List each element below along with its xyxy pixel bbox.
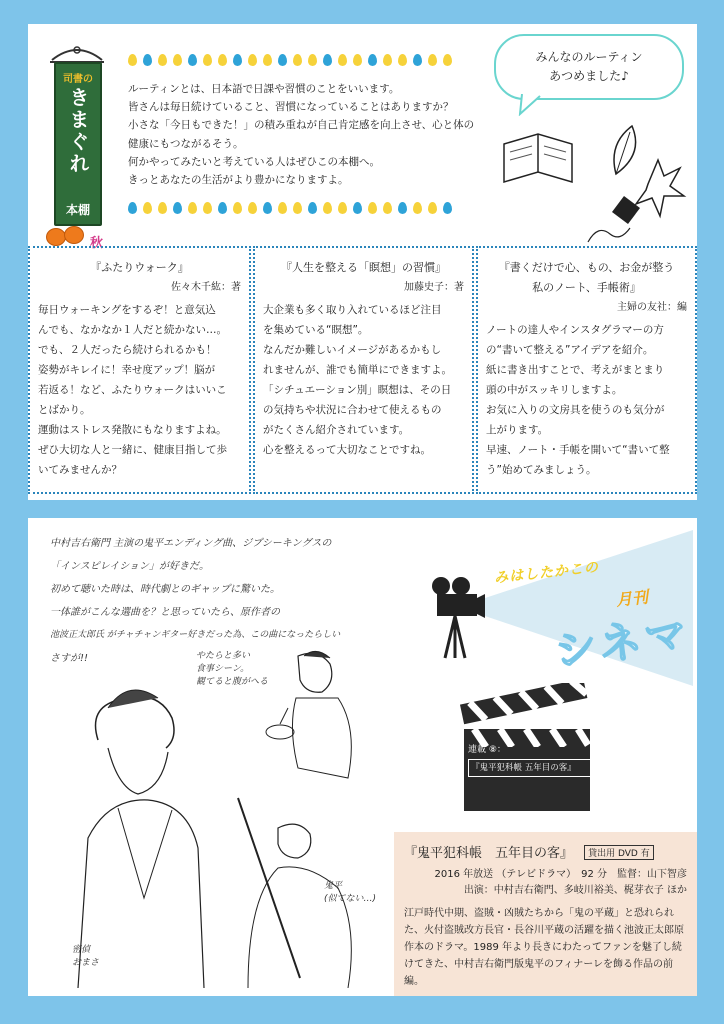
- character-sketch-illustration: [48, 648, 388, 988]
- handwritten-line: 「インスピレイション」が好きだ。: [50, 561, 209, 572]
- intro-line: 何かやってみたいと考えている人はぜひこの本棚へ。: [128, 155, 380, 168]
- book-line: の“書いて整える”アイデアを紹介。: [486, 344, 654, 356]
- book-line: れませんが、誰でも簡単にできますよ。: [263, 364, 452, 376]
- book-line: 運動はストレス発散にもなりますよね。: [38, 424, 227, 436]
- book-line: お気に入りの文房具を使うのも気分が: [486, 404, 665, 416]
- handwritten-line: 池波正太郎氏 がチャチャンギター好きだった為、この曲になったらしい: [50, 630, 341, 640]
- speech-bubble: [494, 34, 684, 100]
- omasa-note: 密偵 おまさ: [72, 945, 100, 968]
- onihei-note: 鬼平 (似てない…): [324, 881, 377, 904]
- book-card: [476, 246, 697, 494]
- dvd-badge: 貸出用 DVD 有: [584, 845, 654, 860]
- book-line: 頭の中がスッキリしますよ。: [486, 384, 623, 396]
- film-title: 『鬼平犯科帳 五年目の客』: [404, 846, 574, 861]
- columnist-name: みはしたかこの: [493, 559, 600, 587]
- decorative-drops-top: [128, 54, 468, 68]
- handwritten-line: 中村吉右衛門 主演の鬼平エンディング曲、ジプシーキングスの: [50, 538, 332, 549]
- book-title: 『書くだけで心、もの、お金が整う: [498, 261, 675, 274]
- book-line: う”始めてみましょう。: [486, 464, 597, 476]
- book-line: なんだか難しいイメージがあるかもし: [263, 344, 442, 356]
- book-line: 大企業も多く取り入れているほど注目: [263, 304, 442, 316]
- book-line: ぜひ大切な人と一緒に、健康目指して歩: [38, 444, 227, 456]
- book-card: [253, 246, 474, 494]
- book-card: [28, 246, 251, 494]
- intro-line: 小さな「今日もできた！」の積み重ねが自己肯定感を向上させ、心と体の: [128, 119, 475, 132]
- book-title: 『ふたりウォーク』: [90, 261, 189, 274]
- book-line: 紙に書き出すことで、考えがまとまり: [486, 364, 665, 376]
- cinema-title: シネマ: [551, 608, 694, 677]
- intro-line: ルーティンとは、日本語で日課や習慣のことをいいます。: [128, 83, 400, 95]
- film-description: 江戸時代中期、盗賊・凶賊たちから「鬼の平蔵」と恐れられた、火付盗賊改方長官・長谷川平蔵の活躍を描く池波正太郎原作本のドラマ。1989 年より長きにわたってファンを魅了し続けてきた、中村吉右衛門版鬼平のフィナーレを飾る作品の前編。: [404, 908, 684, 987]
- book-line: 上がります。: [486, 424, 549, 436]
- sign-title: きまぐれ: [66, 87, 90, 175]
- film-cast-info: 出演：中村吉右衛門、多岐川裕美、梶芽衣子 ほか: [463, 885, 687, 896]
- book-author: 加藤史子：著: [404, 282, 464, 293]
- book-line: 若返る！など、ふたりウォークはいいこ: [38, 384, 227, 396]
- book-line: んでも、なかなか１人だと続かない…。: [38, 324, 227, 336]
- serial-label: 連載 ⑧：: [468, 745, 506, 755]
- book-title: 『人生を整える「瞑想」の習慣』: [281, 261, 446, 274]
- eating-scene-note: やたらと多い 食事シーン。 観てると腹がへる: [196, 651, 269, 687]
- bubble-line: みんなのルーティン: [535, 50, 643, 64]
- book-line: ノートの達人やインスタグラマーの方: [486, 324, 664, 336]
- intro-line: 皆さんは毎日続けていること、習慣になっていることはありますか？: [128, 101, 454, 114]
- sign-foot-text: 本棚: [65, 203, 90, 217]
- sign-small-text: 司書の: [63, 74, 93, 85]
- book-line: とばかり。: [38, 404, 91, 416]
- book-line: を集めている“瞑想”。: [263, 324, 369, 336]
- film-info-box: [394, 832, 697, 996]
- book-line: がたくさん紹介されています。: [263, 424, 410, 436]
- monthly-label: 月刊: [615, 587, 650, 610]
- serial-title: 『鬼平犯科帳 五年目の客』: [468, 759, 592, 777]
- decorative-drops-bottom: [128, 202, 468, 216]
- book-line: の気持ちや状況に合わせて使えるもの: [263, 404, 442, 416]
- book-corner-panel: [28, 24, 697, 500]
- notebook-leaf-doodle-icon: [498, 124, 688, 244]
- clapperboard-icon: [460, 683, 600, 813]
- book-author: 主婦の友社：編: [617, 302, 687, 313]
- persimmon-icon: [46, 228, 66, 246]
- bubble-line: あつめました♪: [549, 69, 629, 83]
- intro-text: [128, 80, 508, 189]
- book-line: 心を整えるって大切なことですね。: [263, 444, 431, 456]
- book-line: 姿勢がキレイに！幸せ度アップ！脳が: [38, 364, 216, 376]
- cinema-column-panel: [28, 518, 697, 996]
- book-line: 「シチュエーション別」瞑想は、その日: [263, 384, 452, 396]
- book-author: 佐々木千紘：著: [171, 282, 241, 293]
- librarian-signboard: [46, 42, 108, 252]
- handwritten-line: 一体誰がこんな選曲を？と思っていたら、原作者の: [50, 607, 280, 618]
- season-label: 秋: [90, 236, 104, 251]
- book-line: 毎日ウォーキングをするぞ！と意気込: [38, 304, 216, 316]
- handwritten-line: さすが!!: [50, 653, 89, 664]
- book-line: いてみませんか？: [38, 464, 122, 476]
- bubble-tail-icon: [518, 94, 548, 116]
- film-broadcast-info: 2016 年放送 （テレビドラマ） 92 分 監督：山下智彦: [434, 869, 687, 880]
- handwritten-line: 初めて聴いた時は、時代劇とのギャップに驚いた。: [50, 584, 280, 595]
- sign-ornament-icon: [48, 42, 106, 64]
- book-title-line2: 私のノート、手帳術』: [532, 281, 641, 294]
- intro-line: きっとあなたの生活がより豊かになりますよ。: [128, 174, 349, 187]
- intro-line: 健康にもつながるそう。: [128, 137, 244, 150]
- book-line: 早速、ノート・手帳を開いて“書いて整: [486, 444, 670, 456]
- persimmon-icon: [64, 226, 84, 244]
- book-line: でも、２人だったら続けられるかも！: [38, 344, 217, 356]
